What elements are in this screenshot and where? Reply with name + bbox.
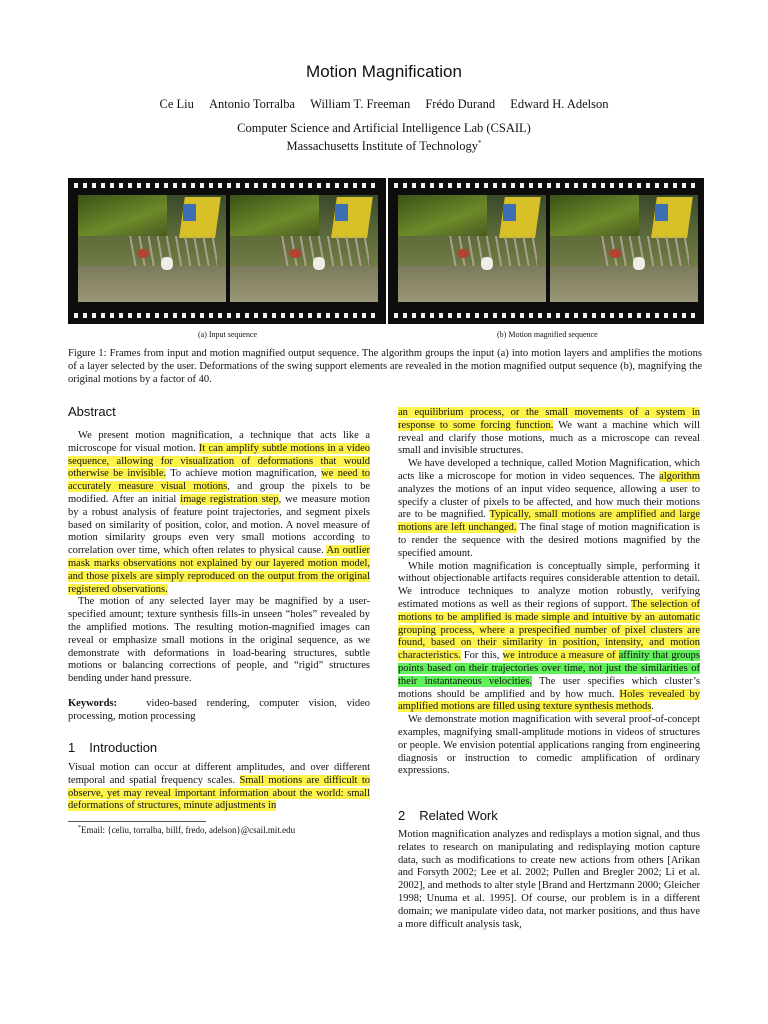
affiliation-institute: Massachusetts Institute of Technology* [286, 139, 482, 154]
film-perforations [74, 183, 380, 188]
abstract-body [68, 430, 370, 686]
related-work-paragraph: Motion magnification analyzes and redisplays a motion signal, and thus relates to research on manipulating and redisplaying motion capture data, such as modifications to create new actions from others [Arikan and Forsyth 2002; Lee et al. 2002; Pullen and Bregler 2002; Li et al. 2002], and methods to alter style [Brand and Hertzmann 2000; Gleicher 1998; Unuma et al. 1995]. Of course, our problem is in a different domain; we manipulate video data, not marker positions, and thus have a more difficult analysis task, [398, 829, 700, 930]
abstract-paragraph: The motion of any selected layer may be magnified by a user-specified amount; texture synthesis fills-in unseen “holes” revealed by the amplified motions. The resulting motion-magnified images can reveal or emphasize small motions in the original sequence, as we demonstrate with deformations in load-bearing structures, subtle motions or balancing corrections of people, and “rigid” structures bending under hand pressure. [68, 596, 370, 685]
affiliation-lab: Computer Science and Artificial Intelligence Lab (CSAIL) [237, 121, 531, 135]
intro-body [68, 762, 370, 813]
intro-paragraph: an equilibrium process, or the small movements of a system in response to some forcing function. We want a machine which will reveal and clarify those motions, much as a microscope can reveal small and invisible structures. [398, 407, 701, 457]
intro-paragraph: We demonstrate motion magnification with several proof-of-concept examples, magnifying small-amplitude motions in videos of structures or people. We envision potential applications ranging from engineering diagnosis or instruction to comedic amplification of ordinary expressions. [398, 714, 700, 777]
paper-title: Motion Magnification [306, 62, 462, 81]
author-list [0, 97, 768, 112]
film-perforations [394, 313, 698, 318]
film-perforations [394, 183, 698, 188]
affiliation [0, 121, 768, 154]
author-name: Edward H. Adelson [510, 97, 609, 111]
intro-paragraph: While motion magnification is conceptually simple, performing it without objectionable artifacts requires considerable attention to detail. We introduce techniques to analyze motion robustly, verifying estimated motions as well as their regions of support. The selection of motions to be amplified is made simple and intuitive by an automatic grouping process, where a prespecified number of pixel clusters are found, based on their similarity in position, intensity, and motion characteristics. For this, we introduce a measure of affinity that groups points based on their trajectories over time, not just the similarities of their instantaneous velocities. The user specifies which cluster’s motions should be amplified and by how much. Holes revealed by amplified motions are filled using texture synthesis methods. [398, 560, 701, 713]
intro-continued [398, 407, 700, 778]
video-frame [230, 195, 378, 302]
video-frame [398, 195, 546, 302]
subcaption-magnified: (b) Motion magnified sequence [497, 330, 598, 339]
intro-heading: 1 Introduction [68, 740, 158, 755]
author-name: Antonio Torralba [209, 97, 296, 111]
footnote-mark: * [478, 139, 482, 147]
subcaption-input: (a) Input sequence [198, 330, 258, 339]
author-name: Frédo Durand [425, 97, 496, 111]
intro-paragraph: Visual motion can occur at different amplitudes, and over different temporal and spatial frequency scales. Small motions are difficult to observe, yet may reveal important information about the world: small deformations of structures, minute adjustments in [68, 762, 370, 812]
video-frame [550, 195, 698, 302]
related-work-heading: 2 Related Work [398, 808, 498, 823]
footnote-rule [68, 821, 206, 822]
abstract-heading: Abstract [68, 404, 116, 419]
author-name: Ce Liu [159, 97, 194, 111]
film-strip-input [68, 178, 386, 324]
footnote: *Email: {celiu, torralba, billf, fredo, adelson}@csail.mit.edu [78, 825, 296, 835]
intro-paragraph: We have developed a technique, called Motion Magnification, which acts like a microscope for motion in video sequences. The algorithm analyzes the motions of an input video sequence, allowing a user to specify a cluster of pixels to be affected, and how much their motions are to be magnified. Typically, small motions are amplified and large motions are left unchanged. The final stage of motion magnification is to render the sequence with the desired motions magnified by the specified amount. [398, 458, 701, 559]
film-perforations [74, 313, 380, 318]
abstract-paragraph: We present motion magnification, a technique that acts like a microscope for visual motion. It can amplify subtle motions in a video sequence, allowing for visualization of deformations that would otherwise be invisible. To achieve motion magnification, we need to accurately measure visual motions, and group the pixels to be modified. After an initial image registration step, we measure motion by a robust analysis of feature point trajectories, and segment pixels based on similarity of position, color, and motion. A novel measure of motion similarity groups even very small motions according to correlation over time, which often relates to physical cause. An outlier mask marks observations not explained by our layered motion model, and those pixels are simply reproduced on the output from the original registered observations. [68, 430, 371, 595]
keywords: Keywords: video-based rendering, computer vision, video processing, motion processing [68, 698, 370, 722]
related-work-body [398, 829, 700, 931]
author-name: William T. Freeman [310, 97, 411, 111]
video-frame [78, 195, 226, 302]
figure-caption: Figure 1: Frames from input and motion magnified output sequence. The algorithm groups the input (a) into motion layers and amplifies the motions of a layer selected by the user. Deformations of the swing support elements are revealed in the motion magnified output sequence (b), magnifying the original motions by a factor of 40. [68, 348, 702, 385]
film-strip-magnified [388, 178, 704, 324]
